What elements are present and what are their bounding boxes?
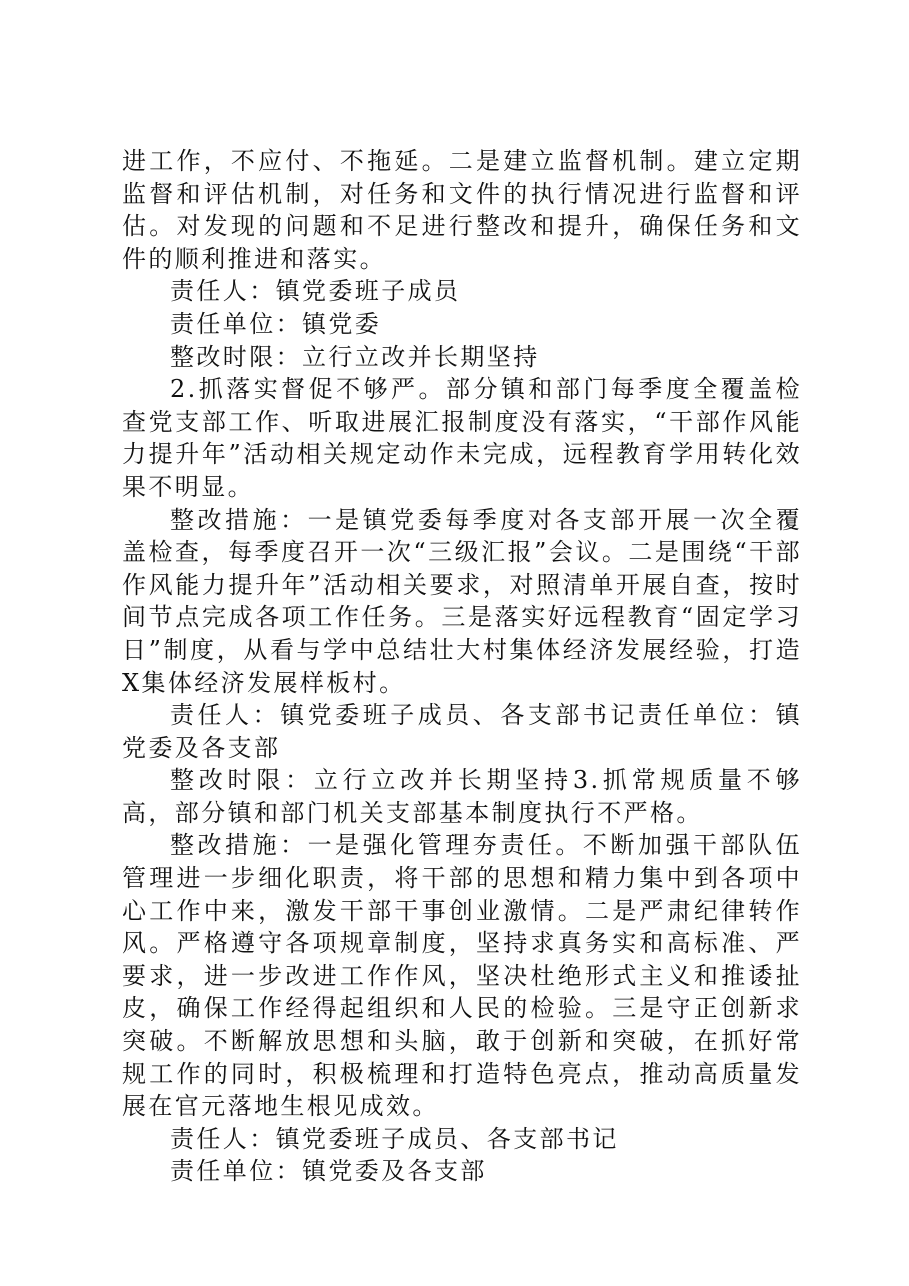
paragraph-deadline-issue-3: 整改时限：立行立改并长期坚持3.抓常规质量不够高，部分镇和部门机关支部基本制度执行不严格。 [122, 766, 802, 827]
paragraph-responsible-2: 责任人：镇党委班子成员、各支部书记责任单位：镇党委及各支部 [122, 701, 802, 762]
paragraph-responsible-person-3: 责任人：镇党委班子成员、各支部书记 [170, 1124, 619, 1153]
paragraph-measures-3: 整改措施：一是强化管理夯责任。不断加强干部队伍管理进一步细化职责，将干部的思想和精力集中到各项中心工作中来，激发干部干事创业激情。二是严肃纪律转作风。严格遵守各项规章制度，坚持求真务实和高标准、严要求，进一步改进工作作风，坚决杜绝形式主义和推诿扯皮，确保工作经得起组织和人民的检验。三是守正创新求突破。不断解放思想和头脑，敢于创新和突破，在抓好常规工作的同时，积极梳理和打造特色亮点，推动高质量发展在官元落地生根见成效。 [122, 831, 802, 1121]
paragraph-responsible-unit-3: 责任单位：镇党委及各支部 [170, 1157, 487, 1186]
document-body [122, 145, 802, 1188]
paragraph-responsible-person: 责任人：镇党委班子成员 [170, 277, 461, 306]
paragraph-deadline: 整改时限：立行立改并长期坚持 [170, 342, 540, 371]
paragraph-issue-2: 2.抓落实督促不够严。部分镇和部门每季度全覆盖检查党支部工作、听取进展汇报制度没有落实，“干部作风能力提升年”活动相关规定动作未完成，远程教育学用转化效果不明显。 [122, 375, 802, 501]
paragraph-responsible-unit: 责任单位：镇党委 [170, 309, 382, 338]
paragraph-measures-2: 整改措施：一是镇党委每季度对各支部开展一次全覆盖检查，每季度召开一次“三级汇报”会议。二是围绕“干部作风能力提升年”活动相关要求，对照清单开展自查，按时间节点完成各项工作任务。三是落实好远程教育“固定学习日”制度，从看与学中总结壮大村集体经济发展经验，打造X集体经济发展样板村。 [122, 505, 802, 697]
paragraph-continuation: 进工作，不应付、不拖延。二是建立监督机制。建立定期监督和评估机制，对任务和文件的执行情况进行监督和评估。对发现的问题和不足进行整改和提升，确保任务和文件的顺利推进和落实。 [122, 147, 802, 273]
